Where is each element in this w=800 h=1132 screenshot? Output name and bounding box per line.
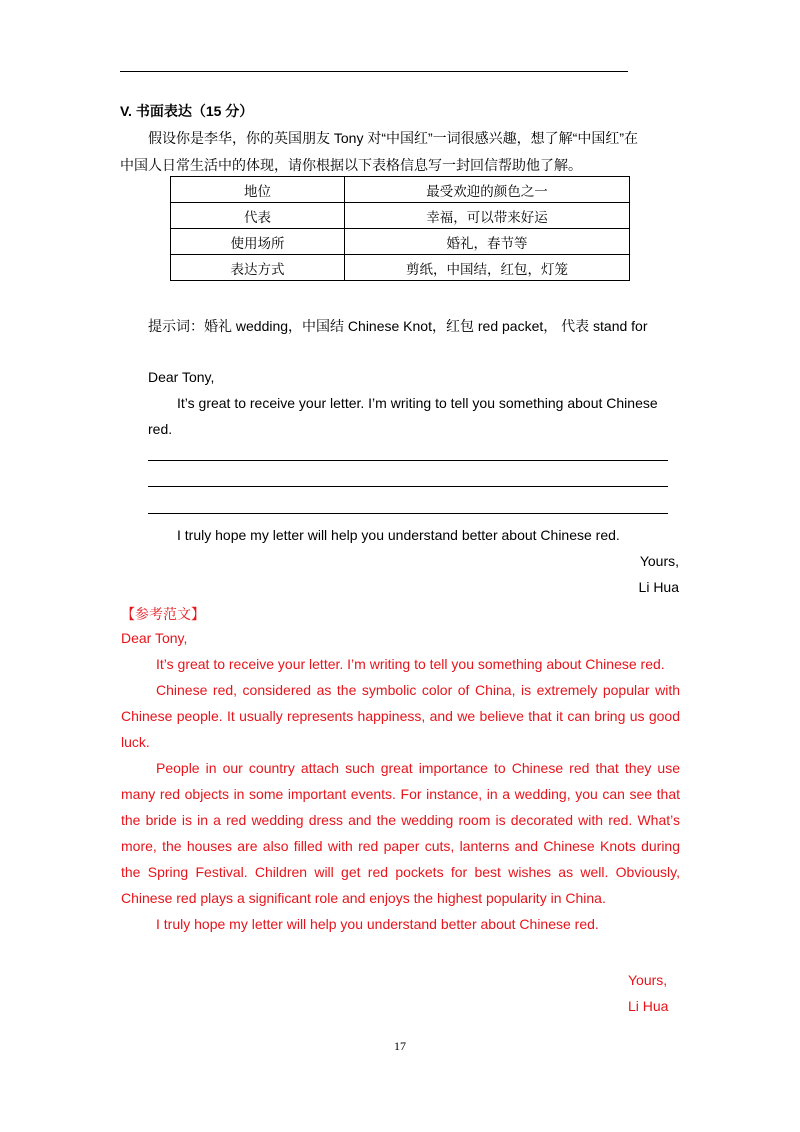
page-number: 17 [394,1039,406,1053]
letter-opening-line-1: It’s great to receive your letter. I’m writing to tell you something about Chinese [177,395,658,411]
writing-line [148,460,668,461]
table-row [171,203,630,229]
answer-name: Li Hua [628,998,669,1014]
section-heading: V. 书面表达（15 分） [120,103,254,119]
answer-paragraph-3: People in our country attach such great importance to Chinese red that they use many red objects in some important events. For instance, in a wedding, you can see that the bride is in a red wedding dress and the wedding room is decorated with red. What’s more, the houses are also filled with red paper cuts, lanterns and Chinese Knots during the Spring Festival. Children will get red pockets for best wishes as well. Obviously, Chinese red plays a significant role and enjoys the highest popularity in China. [121,760,680,906]
writing-line [148,513,668,514]
table-cell-value: 婚礼，春节等 [345,229,630,255]
answer-paragraph-4: I truly hope my letter will help you understand better about Chinese red. [156,916,599,932]
letter-signoff: Yours, [639,553,679,569]
table-cell-value: 幸福，可以带来好运 [345,203,630,229]
header-rule [120,71,628,72]
letter-greeting: Dear Tony, [148,369,215,385]
table-cell-value: 剪纸，中国结，红包，灯笼 [345,255,630,281]
table-cell-label: 使用场所 [171,229,345,255]
table-row [171,229,630,255]
sample-answer [121,625,680,937]
prompt-line-2: 中国人日常生活中的体现，请你根据以下表格信息写一封回信帮助他了解。 [120,157,582,173]
letter-name: Li Hua [638,579,679,595]
answer-signoff: Yours, [628,972,668,988]
answer-paragraph-2: Chinese red, considered as the symbolic color of China, is extremely popular with Chinese people. It usually represents happiness, and we believe that it can bring us good luck. [121,682,680,750]
prompt-line-1: 假设你是李华，你的英国朋友 Tony 对“中国红”一词很感兴趣，想了解“中国红”在 [148,130,638,146]
writing-line [148,486,668,487]
info-table [170,176,630,281]
table-row [171,177,630,203]
table-cell-label: 地位 [171,177,345,203]
hint-words: 提示词：婚礼 wedding，中国结 Chinese Knot，红包 red packet， 代表 stand for [148,318,648,334]
letter-closing: I truly hope my letter will help you understand better about Chinese red. [177,527,620,543]
table-cell-label: 表达方式 [171,255,345,281]
letter-opening-line-2: red. [148,421,173,437]
answer-label: 【参考范文】 [121,606,205,622]
answer-greeting: Dear Tony, [121,630,188,646]
table-cell-label: 代表 [171,203,345,229]
table-cell-value: 最受欢迎的颜色之一 [345,177,630,203]
answer-paragraph-1: It’s great to receive your letter. I’m writing to tell you something about Chinese red. [156,656,665,672]
table-row [171,255,630,281]
